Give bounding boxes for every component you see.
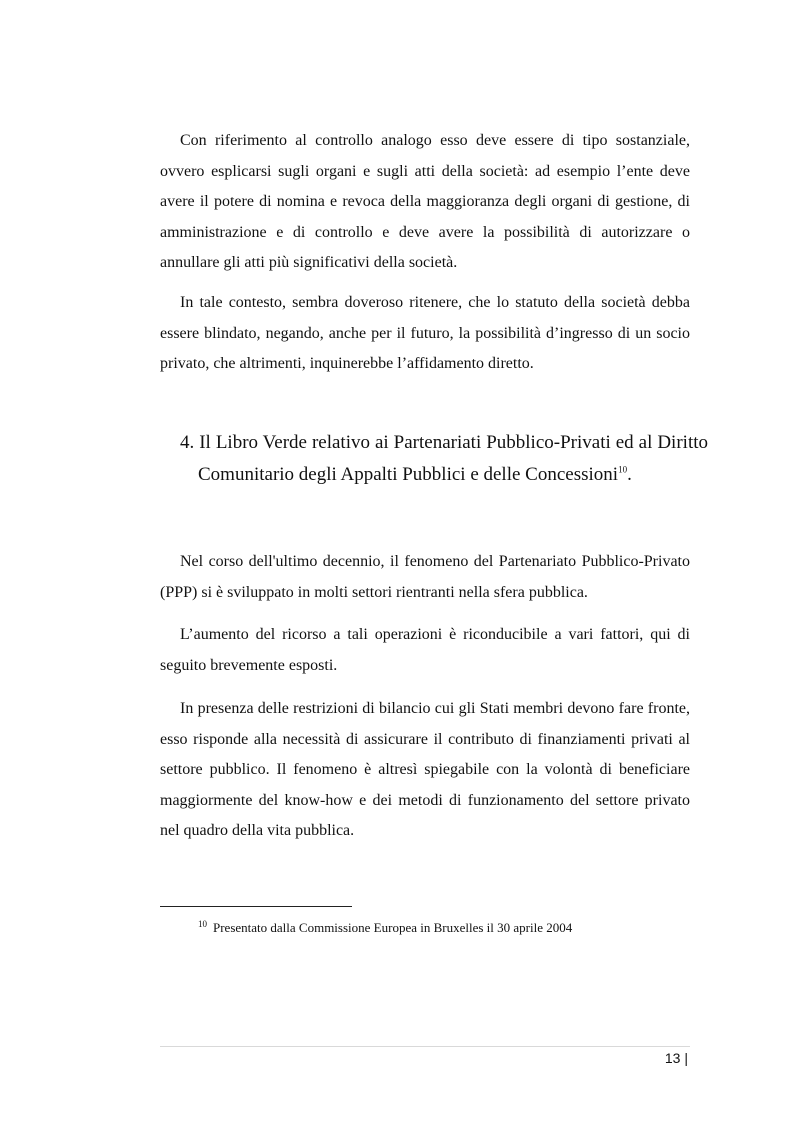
body-paragraph-3: Nel corso dell'ultimo decennio, il fenomeno del Partenariato Pubblico-Privato (PPP) si è sviluppato in molti settori rientranti nella sfera pubblica. [160, 553, 690, 601]
footnote-text: Presentato dalla Commissione Europea in Bruxelles il 30 aprile 2004 [213, 920, 573, 935]
body-paragraph-4: L’aumento del ricorso a tali operazioni è riconducibile a vari fattori, qui di seguito brevemente esposti. [160, 626, 690, 674]
footnote [198, 918, 698, 938]
page-number: 13 | [664, 1050, 688, 1066]
footnote-separator [160, 906, 352, 907]
section-heading [180, 427, 708, 490]
body-paragraph-2: In tale contesto, sembra doveroso ritenere, che lo statuto della società debba essere blindato, negando, anche per il futuro, la possibilità d’ingresso di un socio privato, che altrimenti, inquinerebbe l’affidamento diretto. [160, 294, 690, 372]
body-paragraph-5: In presenza delle restrizioni di bilancio cui gli Stati membri devono fare fronte, esso risponde alla necessità di assicurare il contributo di finanziamenti privati al settore pubblico. Il fenomeno è altresì spiegabile con la volontà di beneficiare maggiormente del know-how e dei metodi di funzionamento del settore privato nel quadro della vita pubblica. [160, 700, 690, 839]
section-heading-number: 4. [180, 432, 195, 453]
footnote-reference[interactable]: 10 [618, 464, 628, 475]
section-heading-period: . [627, 463, 632, 485]
footnote-number: 10 [198, 918, 207, 929]
section-heading-text: Il Libro Verde relativo ai Partenariati Pubblico-Privati ed al Diritto Comunitario degli Appalti Pubblici e delle Concessioni [198, 432, 709, 485]
body-paragraph-1: Con riferimento al controllo analogo esso deve essere di tipo sostanziale, ovvero esplicarsi sugli organi e sugli atti della società: ad esempio l’ente deve avere il potere di nomina e revoca della maggioranza degli organi di gestione, di amministrazione e di controllo e deve avere la possibilità di autorizzare o annullare gli atti più significativi della società. [160, 132, 690, 271]
